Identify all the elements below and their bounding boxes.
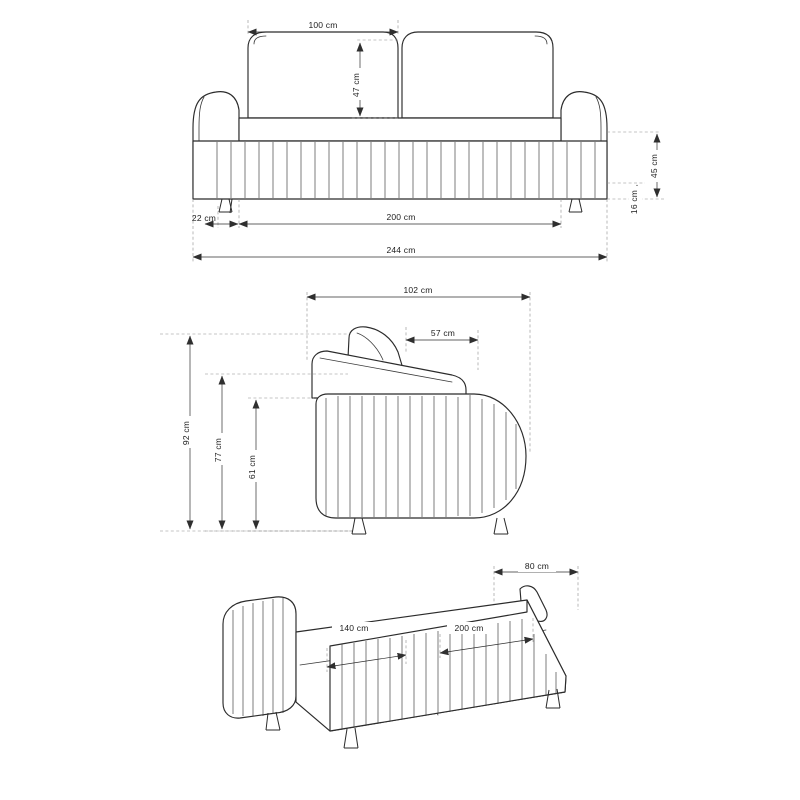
dimension-total-width bbox=[193, 244, 607, 257]
dim-label-100cm: 100 cm bbox=[308, 20, 338, 30]
dim-label-47cm: 47 cm bbox=[351, 72, 361, 98]
dimension-armrest-height bbox=[247, 400, 260, 529]
dimension-backrest-cushion-width bbox=[248, 19, 398, 32]
dim-label-22cm: 22 cm bbox=[191, 213, 217, 223]
dim-label-200cm-bed: 200 cm bbox=[454, 623, 484, 633]
dim-label-77cm: 77 cm bbox=[213, 437, 223, 463]
dim-label-102cm: 102 cm bbox=[403, 285, 433, 295]
dim-label-57cm: 57 cm bbox=[430, 328, 456, 338]
dimension-seat-height-total bbox=[648, 134, 661, 197]
dim-label-244cm: 244 cm bbox=[386, 245, 416, 255]
dimension-seat-width bbox=[239, 211, 561, 224]
side-view-sofa-outline bbox=[312, 327, 526, 534]
dimension-total-height bbox=[181, 336, 194, 529]
bed-view bbox=[223, 560, 578, 748]
front-view-sofa-outline bbox=[193, 32, 607, 213]
dimension-seat-height-lower bbox=[629, 185, 642, 218]
dim-label-45cm: 45 cm bbox=[649, 153, 659, 179]
dimension-total-depth bbox=[307, 284, 530, 297]
dim-label-61cm: 61 cm bbox=[247, 454, 257, 480]
dimension-backrest-top-height bbox=[213, 376, 226, 529]
dimension-leg-offset-width bbox=[192, 213, 238, 224]
side-view bbox=[160, 284, 530, 534]
dim-label-80cm: 80 cm bbox=[524, 561, 550, 571]
front-view bbox=[192, 19, 665, 262]
dim-label-16cm: 16 cm bbox=[629, 189, 639, 215]
bed-view-sofa-outline bbox=[223, 586, 566, 748]
dimension-bed-width bbox=[494, 560, 578, 572]
dim-label-92cm: 92 cm bbox=[181, 420, 191, 446]
dimension-seat-depth bbox=[406, 327, 478, 340]
dim-label-200cm-front: 200 cm bbox=[386, 212, 416, 222]
dim-label-140cm: 140 cm bbox=[339, 623, 369, 633]
